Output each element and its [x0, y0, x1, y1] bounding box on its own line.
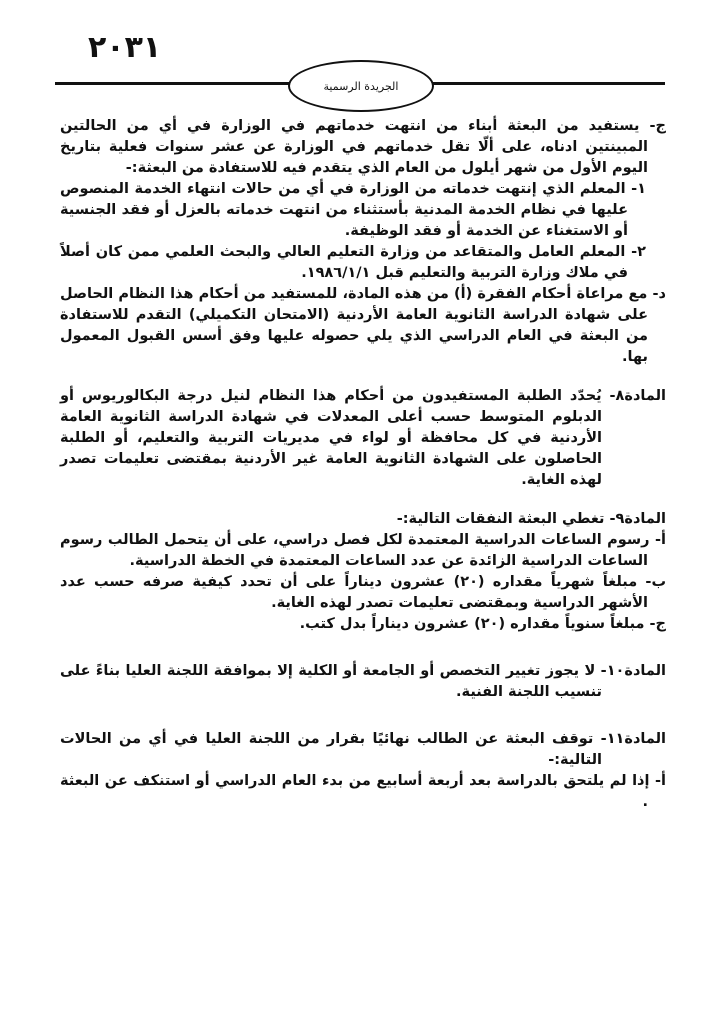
document-body [60, 116, 666, 813]
article-11-item-a: أ- إذا لم يلتحق بالدراسة بعد أربعة أسابيع من بدء العام الدراسي أو استنكف عن البعثة . [60, 773, 666, 810]
spacer [60, 635, 666, 661]
article-9-item-c: ج- مبلغاً سنوياً مقداره (٢٠) عشرون ديناراً بدل كتب. [299, 616, 666, 632]
article-9-title: المادة٩- تغطي البعثة النفقات التالية:- [396, 511, 666, 527]
article-9-item-b: ب- مبلغاً شهرياً مقداره (٢٠) عشرون ديناراً على أن تحدد كيفية صرفه حسب عدد الأشهر الدراسية وبمقتضى تعليمات تصدر لهذه الغاية. [60, 574, 667, 611]
header-title-oval [288, 60, 434, 112]
article-8: المادة٨- يُحدّد الطلبة المستفيدون من أحكام هذا النظام لنيل درجة البكالوريوس أو الدبلوم المتوسط حسب أعلى المعدلات في شهادة الدراسة الثانوية العامة الأردنية في كل محافظة أو لواء في مديريات التربية والتعليم، أو الطلبة الحاصلون على الشهادة الثانوية العامة غير الأردنية بمقتضى تعليمات تصدر لهذه الغاية. [60, 388, 666, 488]
paragraph-c-item-1: ١- المعلم الذي إنتهت خدماته من الوزارة في أي من حالات انتهاء الخدمة المنصوص عليها في نظام الخدمة المدنية بأستثناء من انتهت خدماته بالعزل أو فقد الجنسية أو الاستغناء عن الخدمة أو فقد الوظيفة. [60, 181, 646, 239]
spacer [60, 368, 666, 386]
article-10: المادة١٠- لا يجوز تغيير التخصص أو الجامعة أو الكلية إلا بموافقة اللجنة العليا بناءً على تنسيب اللجنة الفنية. [60, 663, 666, 700]
gazette-title: الجريدة الرسمية [323, 79, 399, 93]
paragraph-c-item-2: ٢- المعلم العامل والمتقاعد من وزارة التعليم العالي والبحث العلمي ممن كان أصلاً في ملاك وزارة التربية والتعليم قبل ١٩٨٦/١/١. [60, 244, 646, 281]
spacer [60, 703, 666, 729]
spacer [60, 491, 666, 509]
page-number: ٢٠٣١ [88, 30, 162, 65]
article-9-item-a: أ- رسوم الساعات الدراسية المعتمدة لكل فصل دراسي، على أن يتحمل الطالب رسوم الساعات الدراسية الزائدة عن عدد الساعات المعتمدة في الخطة الدراسية. [60, 532, 666, 569]
paragraph-c: ج- يستفيد من البعثة أبناء من انتهت خدماتهم في الوزارة في أي من الحالتين المبينتين ادناه، على ألّا تقل خدماتهم في الوزارة عن عشر سنوات فعلية بتاريخ اليوم الأول من شهر أيلول من العام الذي يتقدم فيه للاستفادة من البعثة:- [60, 118, 666, 176]
article-11-title: المادة١١- توقف البعثة عن الطالب نهائيًا بقرار من اللجنة العليا في أي من الحالات التالية:- [60, 731, 666, 768]
paragraph-d: د- مع مراعاة أحكام الفقرة (أ) من هذه المادة، للمستفيد من أحكام هذا النظام الحاصل على شهادة الدراسة الثانوية العامة الأردنية (الامتحان التكميلي) التقدم للاستفادة من البعثة في العام الدراسي الذي يلي حصوله عليها وفق أسس القبول المعمول بها. [60, 286, 666, 365]
